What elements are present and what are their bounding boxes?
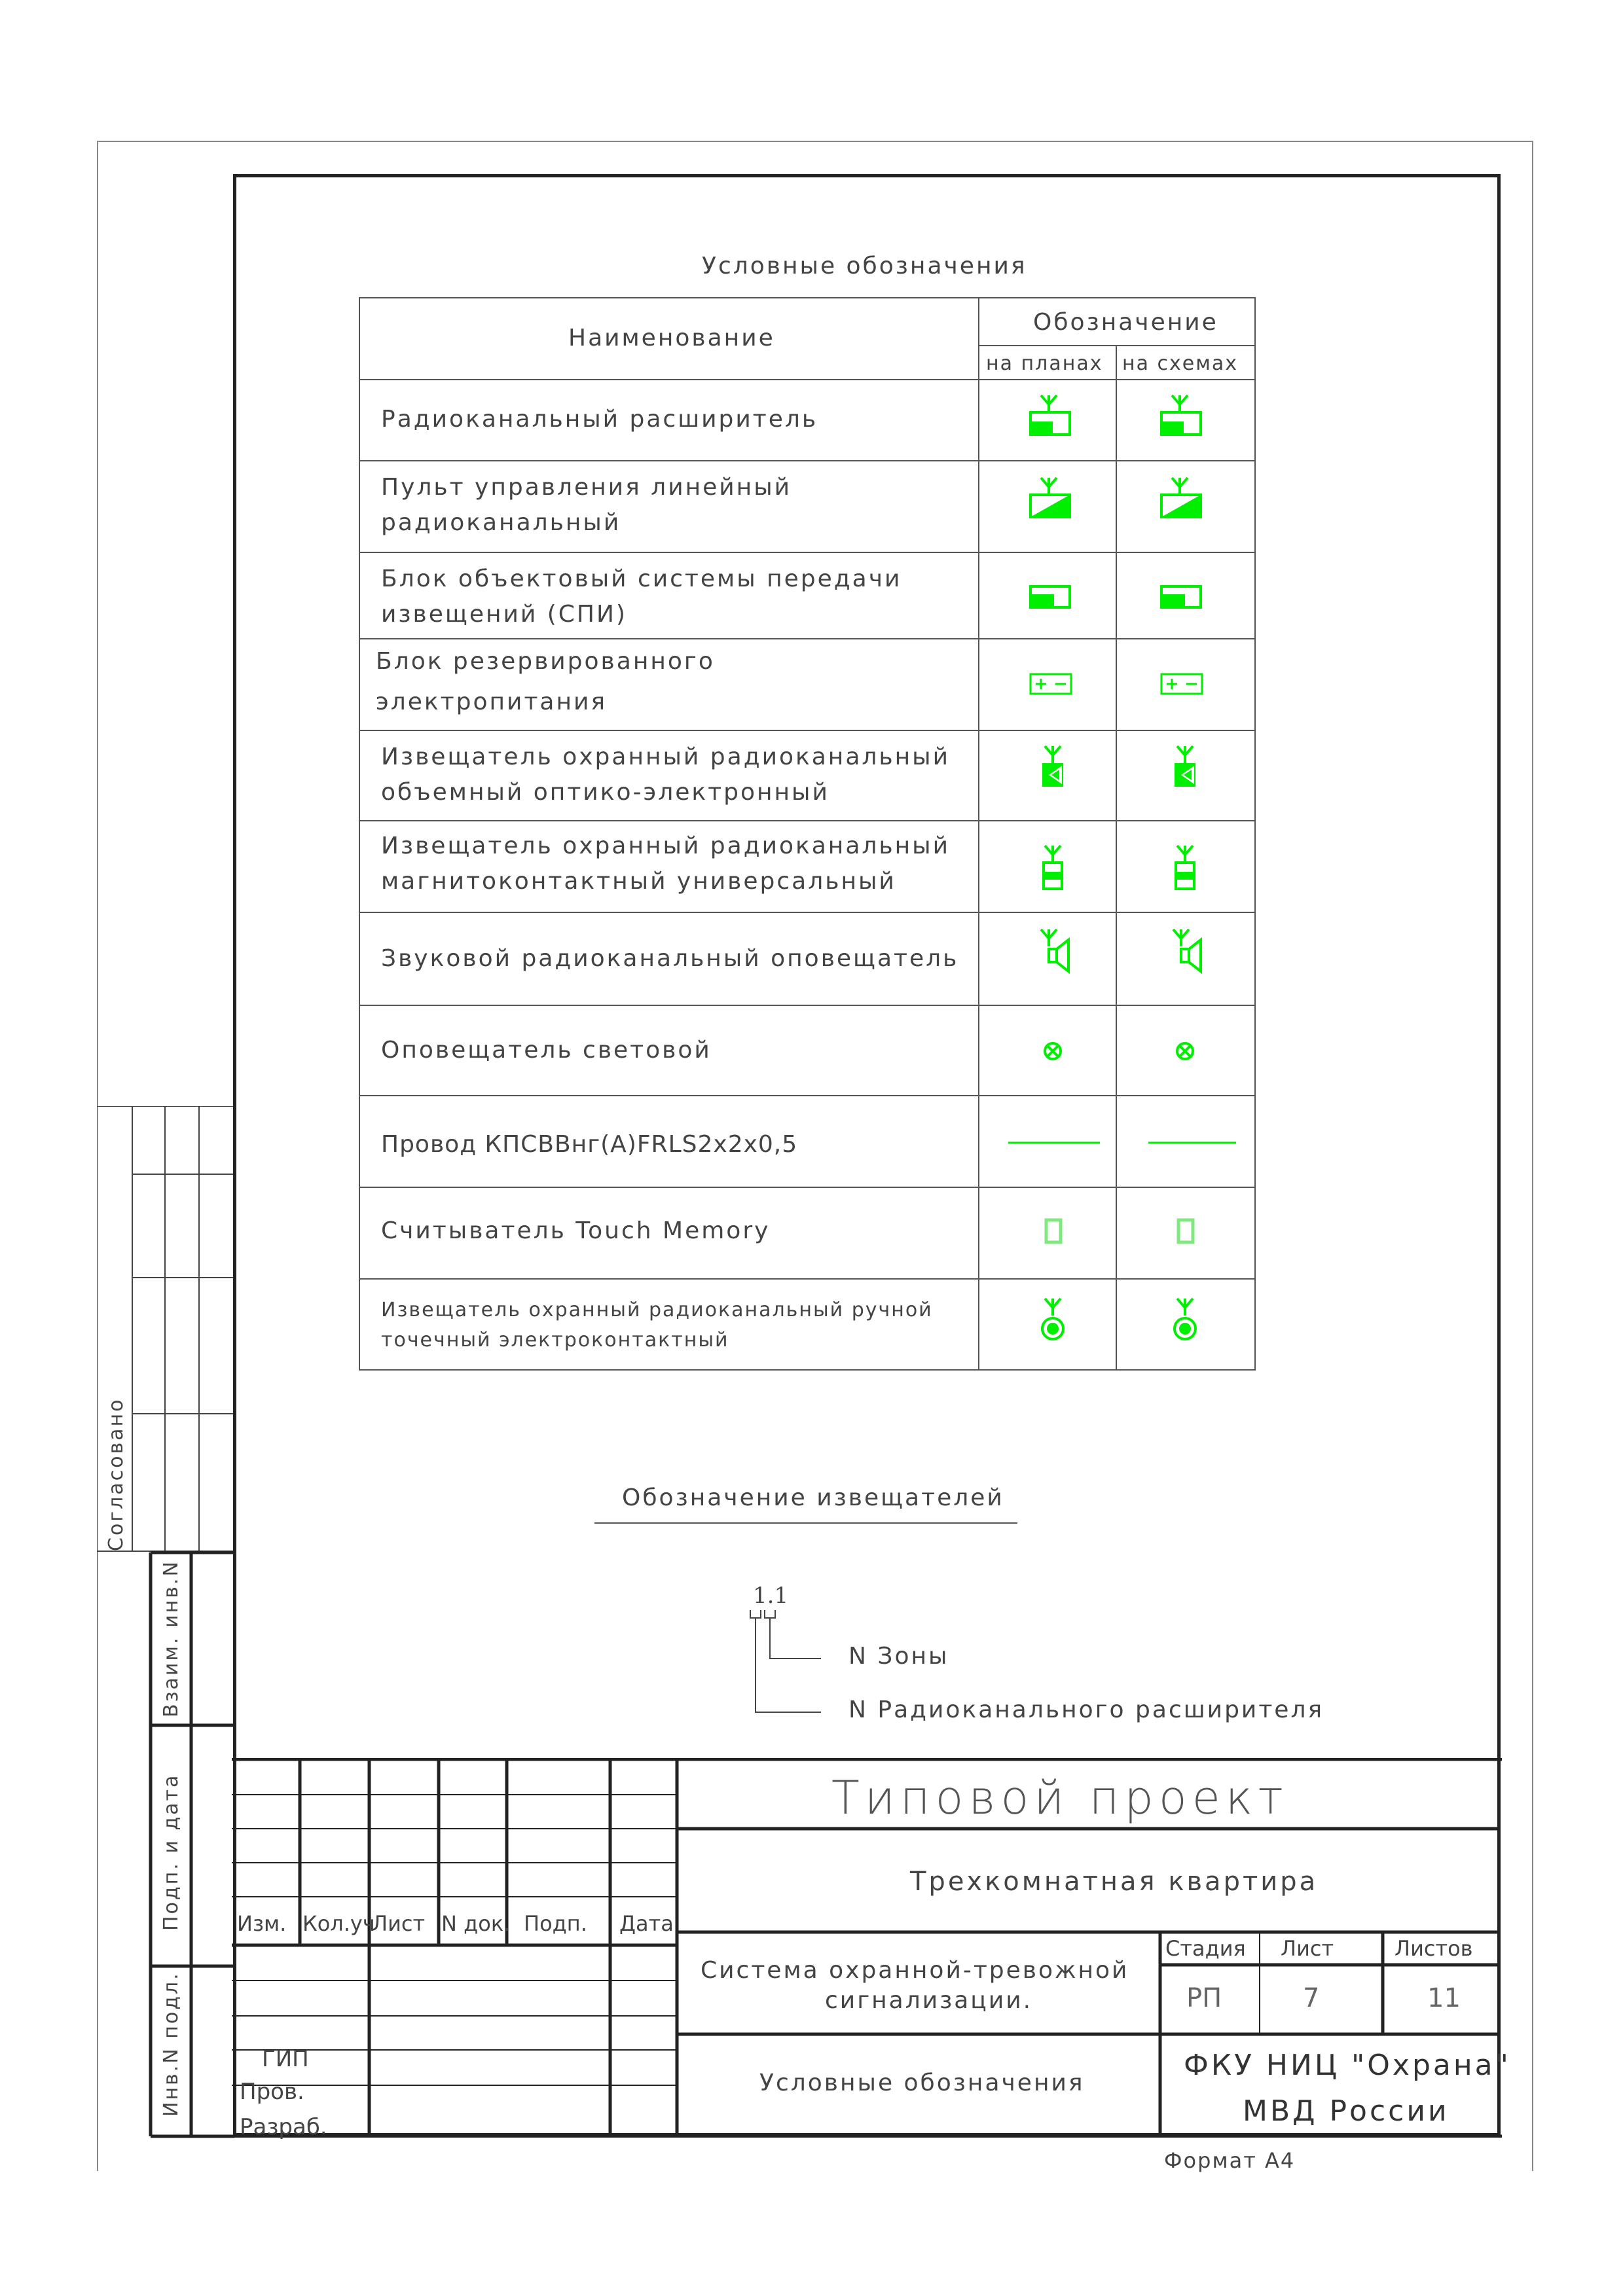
row-name-3b: извещений (СПИ) — [381, 601, 627, 628]
row-name-4a: Блок резервированного — [376, 648, 715, 675]
stamp-system-line1: Система охранной-тревожной — [701, 1957, 1129, 1984]
optical-detector-icon — [1042, 746, 1063, 787]
notation-title: Обозначение извещателей — [622, 1484, 1004, 1511]
optical-detector-icon — [1175, 746, 1195, 787]
side-sign-date: Подп. и дата — [160, 1773, 183, 1931]
magnetic-detector-icon — [1044, 846, 1062, 889]
stamp-role-gip: ГИП — [262, 2046, 309, 2072]
touch-memory-icon — [1178, 1220, 1193, 1242]
radio-expander-icon — [1161, 395, 1201, 435]
power-supply-icon — [1030, 674, 1071, 694]
manual-detector-icon — [1175, 1299, 1195, 1339]
stamp-sheet-label: Лист — [1281, 1936, 1334, 1961]
header-designation: Обозначение — [1033, 309, 1218, 336]
transmission-unit-icon — [1030, 586, 1070, 607]
notation-code: 1.1 — [753, 1583, 789, 1609]
manual-detector-icon — [1042, 1299, 1063, 1339]
light-alarm-icon — [1177, 1043, 1193, 1059]
row-name-11a: Извещатель охранный радиоканальный ручной — [381, 1299, 933, 1321]
row-name-2a: Пульт управления линейный — [381, 474, 792, 501]
stamp-stage-label: Стадия — [1165, 1936, 1246, 1961]
sound-alarm-icon — [1041, 929, 1068, 971]
magnetic-detector-icon — [1176, 846, 1194, 889]
row-name-8: Оповещатель световой — [381, 1037, 712, 1064]
stamp-col-izm: Изм. — [237, 1911, 287, 1936]
row-name-5b: объемный оптико-электронный — [381, 779, 830, 806]
stamp-format: Формат А4 — [1164, 2148, 1296, 2173]
legend-symbols — [359, 297, 1256, 1371]
control-panel-icon — [1030, 478, 1070, 517]
side-agreed: Согласовано — [105, 1397, 128, 1551]
row-name-6a: Извещатель охранный радиоканальный — [381, 833, 950, 859]
row-name-4b: электропитания — [376, 689, 608, 715]
header-name: Наименование — [568, 325, 775, 351]
row-name-11b: точечный электроконтактный — [381, 1329, 729, 1352]
radio-expander-icon — [1030, 395, 1070, 435]
stamp-object: Трехкомнатная квартира — [910, 1867, 1319, 1897]
side-replace-inv: Взаим. инв.N — [160, 1560, 183, 1717]
row-name-3a: Блок объектовый системы передачи — [381, 565, 902, 592]
stamp-sheets-label: Листов — [1395, 1936, 1473, 1961]
touch-memory-icon — [1046, 1220, 1061, 1242]
row-name-10: Считыватель Touch Memory — [381, 1217, 771, 1244]
stamp-role-prov: Пров. — [240, 2079, 304, 2105]
notation-zone-label: N Зоны — [848, 1643, 949, 1670]
header-on-schemes: на схемах — [1122, 352, 1239, 375]
stamp-sheets-value: 11 — [1427, 1983, 1461, 2013]
stamp-col-sign: Подп. — [524, 1911, 587, 1936]
row-name-7: Звуковой радиоканальный оповещатель — [381, 945, 959, 972]
stamp-stage-value: РП — [1186, 1983, 1222, 2013]
transmission-unit-icon — [1161, 586, 1201, 607]
control-panel-icon — [1161, 478, 1201, 517]
stamp-col-date: Дата — [619, 1911, 674, 1936]
stamp-col-kol: Кол.уч — [302, 1911, 375, 1936]
light-alarm-icon — [1045, 1043, 1061, 1059]
stamp-system-line2: сигнализации. — [825, 1987, 1033, 2014]
legend-table — [359, 297, 1256, 1371]
header-on-plans: на планах — [986, 352, 1103, 375]
side-inv-orig: Инв.N подл. — [160, 1971, 183, 2117]
legend-title: Условные обозначения — [702, 253, 1027, 279]
stamp-role-razrab: Разраб. — [240, 2114, 327, 2140]
notation-expander-label: N Радиоканального расширителя — [848, 1696, 1324, 1723]
stamp-col-doc: N док. — [441, 1911, 511, 1936]
stamp-sheet-value: 7 — [1303, 1983, 1320, 2013]
row-name-6b: магнитоконтактный универсальный — [381, 868, 896, 895]
stamp-org-line1: ФКУ НИЦ "Охрана" — [1184, 2049, 1511, 2082]
stamp-project: Типовой проект — [831, 1771, 1288, 1825]
row-name-5a: Извещатель охранный радиоканальный — [381, 744, 950, 770]
sound-alarm-icon — [1173, 929, 1201, 971]
stamp-sheet-title: Условные обозначения — [759, 2070, 1085, 2096]
row-name-2b: радиоканальный — [381, 509, 621, 536]
row-name-9: Провод КПСВВнг(А)FRLS2x2x0,5 — [381, 1131, 798, 1158]
stamp-col-list: Лист — [372, 1911, 426, 1936]
notation-title-underline — [594, 1522, 1017, 1524]
power-supply-icon — [1161, 674, 1202, 694]
stamp-org-line2: МВД России — [1243, 2094, 1450, 2128]
row-name-1: Радиоканальный расширитель — [381, 406, 818, 433]
